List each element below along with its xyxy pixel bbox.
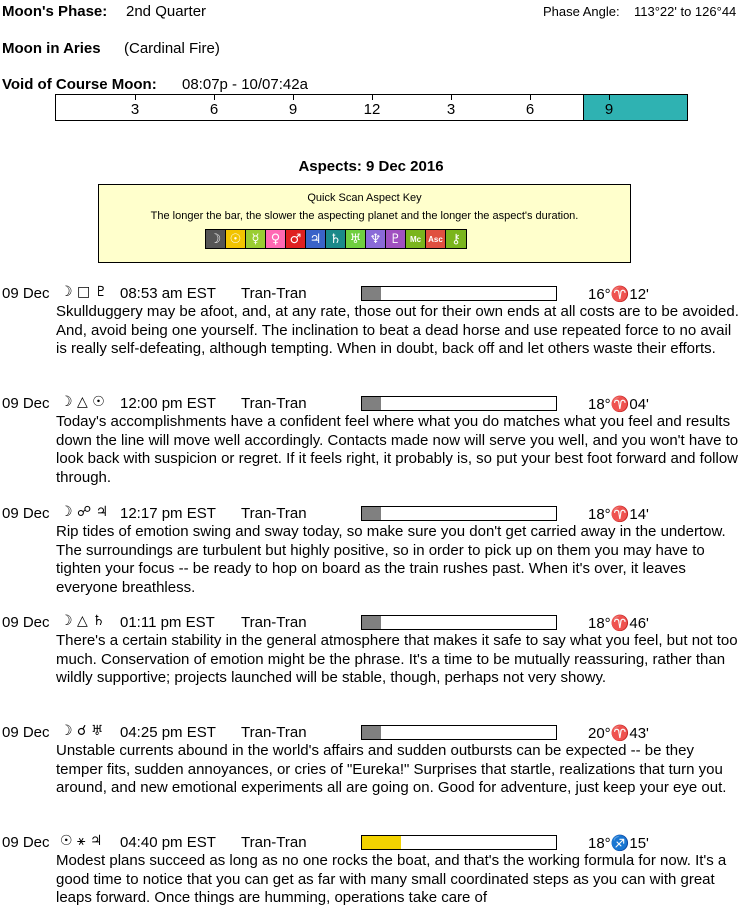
duration-bar-fill: [362, 287, 381, 300]
chiron-key-icon: ⚷: [446, 230, 466, 248]
aspect-symbols-icon: ☽ △ ☉: [60, 394, 105, 410]
aspect-key-description: The longer the bar, the slower the aspecting planet and the longer the aspect's duration.: [150, 210, 579, 222]
aspect-symbols-icon: ☉ ⚹ ♃: [60, 834, 103, 849]
duration-bar: [361, 615, 557, 630]
entry-date: 09 Dec: [2, 834, 50, 851]
duration-bar: [361, 286, 557, 301]
aspect-entry: [0, 505, 742, 610]
phase-angle-value: 113°22' to 126°44: [634, 4, 737, 19]
mercury-key-icon: ☿: [246, 230, 266, 248]
duration-bar: [361, 396, 557, 411]
timeline-label: 3: [446, 101, 456, 118]
duration-bar-fill: [362, 836, 401, 849]
midheaven-key-icon: Mc: [406, 230, 426, 248]
sun-key-icon: ☉: [226, 230, 246, 248]
entry-date: 09 Dec: [2, 505, 50, 522]
entry-kind: Tran-Tran: [241, 505, 307, 522]
entry-position: 16°♈12': [588, 286, 649, 303]
phase-label: Moon's Phase:: [2, 3, 108, 20]
entry-description: Skullduggery may be afoot, and, at any rate, those out for their own ends at all costs are to be avoided. And, avoid being one yourself. The inclination to beat a dead horse and use repeated force to no avail is really self-defeating, although tempting. When in doubt, back off and let others waste their efforts.: [56, 303, 739, 357]
timeline-tick: [135, 95, 136, 100]
entry-date: 09 Dec: [2, 614, 50, 631]
entry-time: 12:17 pm EST: [120, 505, 216, 522]
entry-time: 08:53 am EST: [120, 285, 216, 302]
duration-bar-fill: [362, 616, 381, 629]
aspect-symbols-icon: ☽ ☍ ♃: [60, 504, 109, 520]
phase-angle-label: Phase Angle:: [543, 4, 620, 19]
entry-description: Unstable currents abound in the world's affairs and sudden outbursts can be expected -- be they temper fits, sudden annoyances, or cries of "Eureka!" Surprises that startle, realizations that turn you around, and new emotional experiments all are going on. Good for adventure, just keep your eye out.: [56, 742, 727, 796]
entry-kind: Tran-Tran: [241, 834, 307, 851]
timeline-tick: [293, 95, 294, 100]
timeline-label: 6: [209, 101, 219, 118]
timeline-label: 12: [363, 101, 381, 118]
aspect-key-row: [205, 229, 467, 249]
timeline-label: 6: [525, 101, 535, 118]
neptune-key-icon: ♆: [366, 230, 386, 248]
entry-date: 09 Dec: [2, 285, 50, 302]
mars-key-icon: ♂: [286, 230, 306, 248]
timeline-tick: [372, 95, 373, 100]
entry-position: 20°♈43': [588, 725, 649, 742]
aspect-key-box: [98, 184, 631, 263]
timeline-label: 9: [604, 101, 614, 118]
aspect-entry: [0, 285, 742, 390]
phase-value: 2nd Quarter: [126, 3, 207, 20]
duration-bar-fill: [362, 397, 381, 410]
jupiter-key-icon: ♃: [306, 230, 326, 248]
void-of-course-timeline: [55, 94, 688, 121]
timeline-tick: [451, 95, 452, 100]
aspect-entry: [0, 724, 742, 829]
duration-bar: [361, 506, 557, 521]
moon-in-value: (Cardinal Fire): [124, 40, 220, 57]
entry-description: Today's accomplishments have a confident feel where what you do matches what you feel and results down the line will move well accordingly. Contacts made now will serve you well, and you won't have to look back with suspicion or regret. If it feels right, it probably is, so put your best foot forward and follow through.: [56, 413, 739, 486]
duration-bar: [361, 835, 557, 850]
pluto-key-icon: ♇: [386, 230, 406, 248]
void-label: Void of Course Moon:: [2, 76, 157, 93]
aspect-entry: [0, 614, 742, 719]
entry-kind: Tran-Tran: [241, 285, 307, 302]
duration-bar: [361, 725, 557, 740]
saturn-key-icon: ♄: [326, 230, 346, 248]
timeline-tick: [609, 95, 610, 100]
timeline-tick: [530, 95, 531, 100]
aspect-entry: [0, 834, 742, 907]
duration-bar-fill: [362, 726, 381, 739]
entry-position: 18°♈04': [588, 396, 649, 413]
entry-date: 09 Dec: [2, 395, 50, 412]
entry-time: 04:25 pm EST: [120, 724, 216, 741]
aspect-symbols-icon: ☽ □ ♇: [60, 284, 108, 300]
uranus-key-icon: ♅: [346, 230, 366, 248]
duration-bar-fill: [362, 507, 381, 520]
entry-time: 12:00 pm EST: [120, 395, 216, 412]
entry-kind: Tran-Tran: [241, 395, 307, 412]
void-value: 08:07p - 10/07:42a: [182, 76, 308, 93]
venus-key-icon: ♀: [266, 230, 286, 248]
entry-description: There's a certain stability in the general atmosphere that makes it safe to say what you feel, but not too much. Conservation of emotion might be the phrase. It's a time to be mutually reassuring, rather than wildly supportive; projects launched will be stable, though, perhaps not very showy.: [56, 632, 738, 686]
aspect-symbols-icon: ☽ ☌ ♅: [60, 723, 104, 739]
aspect-key-title: Quick Scan Aspect Key: [307, 192, 422, 204]
entry-description: Rip tides of emotion swing and sway today, so make sure you don't get carried away in the undertow. The surroundings are turbulent but highly positive, so in order to pick up on them you may have to tighten your focus -- be ready to hop on board as the train rushes past. When it's over, it leaves everyone breathless.: [56, 523, 726, 596]
aspect-symbols-icon: ☽ △ ♄: [60, 613, 105, 629]
ascendant-key-icon: Asc: [426, 230, 446, 248]
entry-time: 04:40 pm EST: [120, 834, 216, 851]
aspect-entry: [0, 395, 742, 500]
entry-time: 01:11 pm EST: [120, 614, 215, 631]
aspects-title: Aspects: 9 Dec 2016: [298, 158, 444, 175]
entry-position: 18°♈14': [588, 506, 649, 523]
entry-position: 18°♐15': [588, 835, 649, 852]
moon-key-icon: ☽: [206, 230, 226, 248]
moon-in-label: Moon in Aries: [2, 40, 101, 57]
entry-description: Modest plans succeed as long as no one rocks the boat, and that's the working formula for now. It's a good time to notice that you can get as far with many small coordinated steps as you can with great leaps forward. Once things are humming, operations take care of: [56, 852, 727, 906]
timeline-label: 3: [130, 101, 140, 118]
entry-position: 18°♈46': [588, 615, 649, 632]
entry-kind: Tran-Tran: [241, 724, 307, 741]
entry-date: 09 Dec: [2, 724, 50, 741]
entry-kind: Tran-Tran: [241, 614, 307, 631]
timeline-tick: [214, 95, 215, 100]
void-period-fill: [583, 95, 687, 120]
timeline-label: 9: [288, 101, 298, 118]
